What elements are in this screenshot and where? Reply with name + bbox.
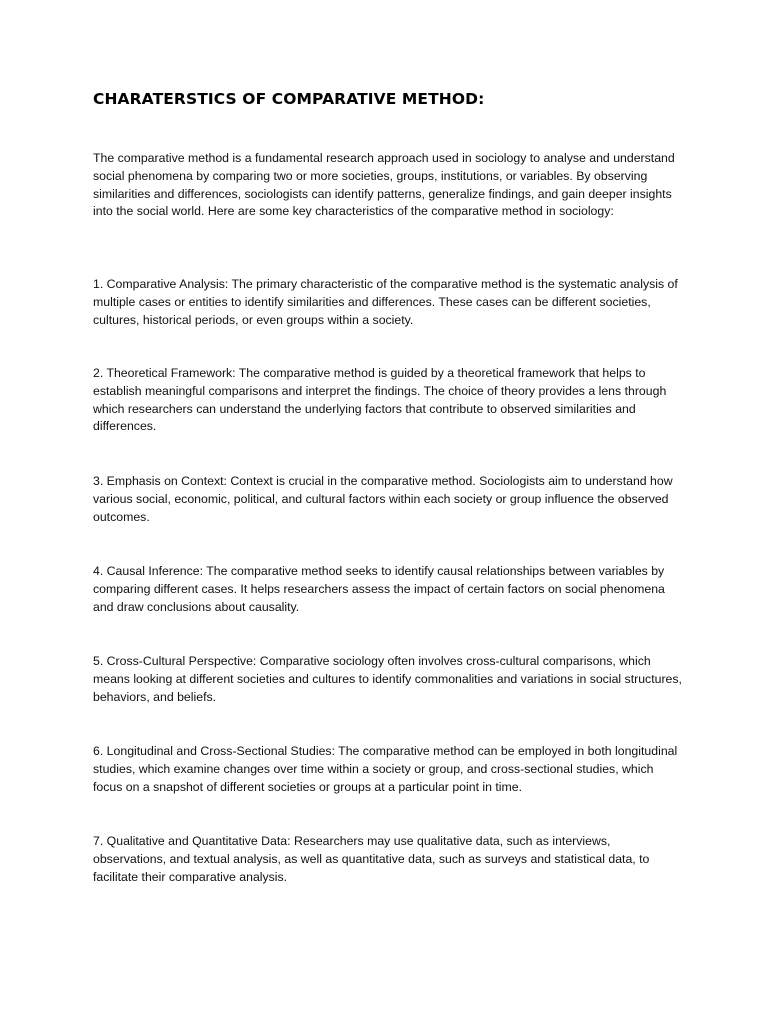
point-theoretical-framework: 2. Theoretical Framework: The comparative method is guided by a theoretical framework that helps to establish meaningful comparisons and interpret the findings. The choice of theory provides a lens through which researchers can understand the underlying factors that contribute to observed similarities and differences. xyxy=(93,366,667,434)
document-heading: CHARATERSTICS OF COMPARATIVE METHOD: xyxy=(93,90,485,108)
intro-paragraph: The comparative method is a fundamental research approach used in sociology to analyse and understand social phenomena by comparing two or more societies, groups, institutions, or variables. By observing similarities and differences, sociologists can identify patterns, generalize findings, and gain deeper insights into the social world. Here are some key characteristics of the comparative method in sociology: xyxy=(93,151,675,219)
point-longitudinal-cross-sectional: 6. Longitudinal and Cross-Sectional Studies: The comparative method can be employed in both longitudinal studies, which examine changes over time within a society or group, and cross-sectional studies, which focus on a snapshot of different societies or groups at a particular point in time. xyxy=(93,744,678,794)
point-causal-inference: 4. Causal Inference: The comparative method seeks to identify causal relationships between variables by comparing different cases. It helps researchers assess the impact of certain factors on social phenomena and draw conclusions about causality. xyxy=(93,564,665,614)
point-qualitative-quantitative-data: 7. Qualitative and Quantitative Data: Researchers may use qualitative data, such as interviews, observations, and textual analysis, as well as quantitative data, such as surveys and statistical data, to facilitate their comparative analysis. xyxy=(93,834,650,884)
point-cross-cultural-perspective: 5. Cross-Cultural Perspective: Comparative sociology often involves cross-cultural comparisons, which means looking at different societies and cultures to identify commonalities and variations in social structures, behaviors, and beliefs. xyxy=(93,654,682,704)
point-emphasis-on-context: 3. Emphasis on Context: Context is crucial in the comparative method. Sociologists aim to understand how various social, economic, political, and cultural factors within each society or group influence the observed outcomes. xyxy=(93,474,673,524)
point-comparative-analysis: 1. Comparative Analysis: The primary characteristic of the comparative method is the systematic analysis of multiple cases or entities to identify similarities and differences. These cases can be different societies, cultures, historical periods, or even groups within a society. xyxy=(93,277,678,327)
